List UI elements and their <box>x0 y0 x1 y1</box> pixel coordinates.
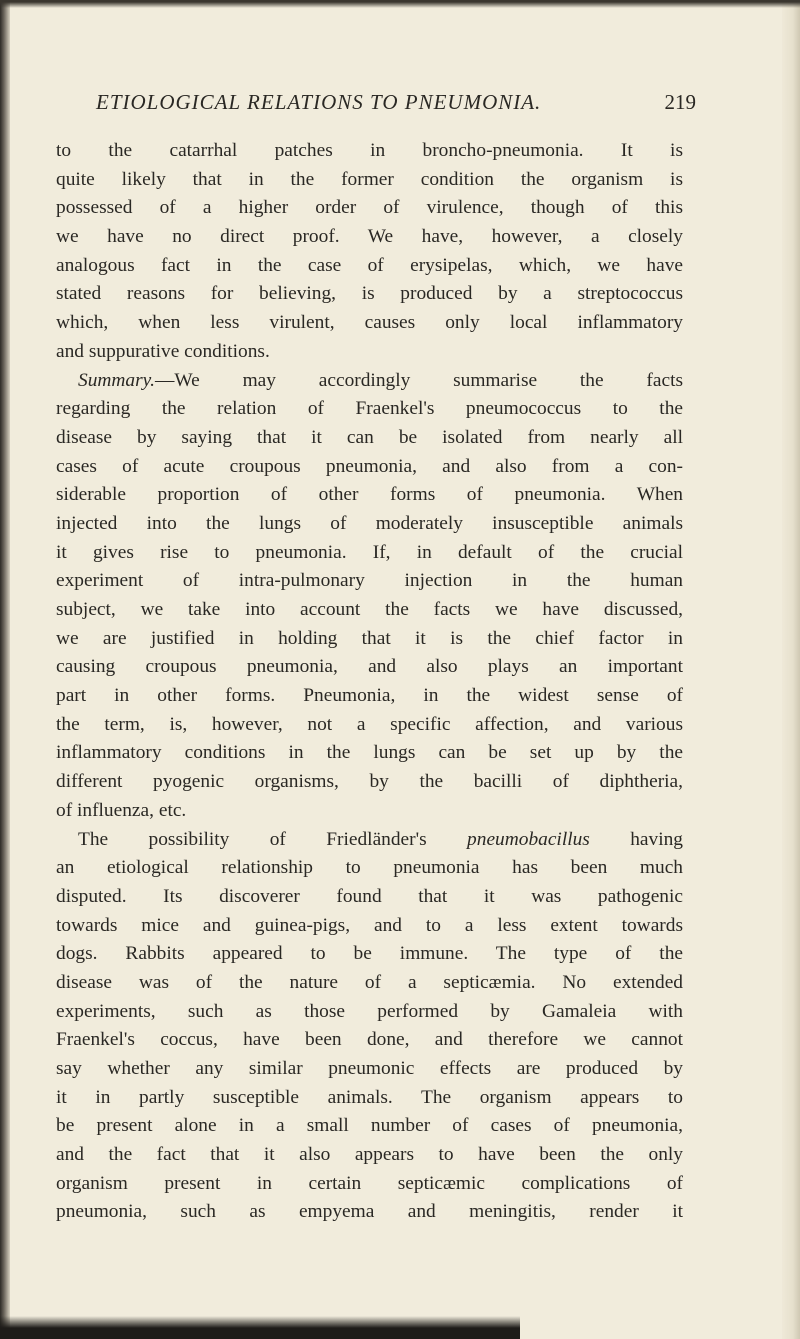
text-line: an etiological relationship to pneumonia has been much <box>56 857 683 879</box>
running-title: ETIOLOGICAL RELATIONS TO PNEUMONIA. <box>96 90 542 114</box>
text-line: we have no direct proof. We have, however, a closely <box>56 226 683 248</box>
text-line: to the catarrhal patches in broncho-pneumonia. It is <box>56 140 683 161</box>
friedlander-first-line <box>56 826 683 855</box>
running-header <box>96 90 696 120</box>
text-line: the term, is, however, not a specific affection, and various <box>56 713 683 735</box>
first-line-start: The possibility of Friedländer's <box>78 828 468 850</box>
text-line: different pyogenic organisms, by the bacilli of diphtheria, <box>56 771 683 793</box>
top-edge-shadow <box>0 0 800 8</box>
text-line: and the fact that it also appears to have been the only <box>56 1144 683 1166</box>
text-line: subject, we take into account the facts we have discussed, <box>56 599 683 620</box>
text-line: pneumonia, such as empyema and meningitis, render it <box>56 1201 683 1223</box>
text-line: experiment of intra-pulmonary injection in the human <box>56 570 683 592</box>
summary-first-line <box>56 367 683 396</box>
text-line: organism present in certain septicæmic complications of <box>56 1172 683 1194</box>
text-line: and suppurative conditions. <box>56 340 270 362</box>
text-line: of influenza, etc. <box>56 799 187 821</box>
first-line-end: having <box>589 828 683 850</box>
text-line: disputed. Its discoverer found that it was pathogenic <box>56 885 683 907</box>
paragraph-1 <box>56 137 683 367</box>
text-line: possessed of a higher order of virulence, though of this <box>56 197 683 219</box>
pneumobacillus-term: pneumobacillus <box>467 828 590 850</box>
text-line: regarding the relation of Fraenkel's pneumococcus to the <box>56 398 683 420</box>
text-line: causing croupous pneumonia, and also plays an important <box>56 656 683 678</box>
text-line: stated reasons for believing, is produced by a streptococcus <box>56 283 683 305</box>
bottom-edge-shadow <box>0 1316 520 1339</box>
text-line: analogous fact in the case of erysipelas, which, we have <box>56 254 683 276</box>
text-line: siderable proportion of other forms of pneumonia. When <box>56 484 683 506</box>
text-line: cases of acute croupous pneumonia, and also from a con- <box>56 455 683 477</box>
text-line: which, when less virulent, causes only local inflammatory <box>56 312 683 334</box>
page-edge <box>782 0 800 1339</box>
text-line: say whether any similar pneumonic effects are produced by <box>56 1058 683 1079</box>
text-line: quite likely that in the former condition the organism is <box>56 168 683 190</box>
text-line: experiments, such as those performed by Gamaleia with <box>56 1000 683 1022</box>
text-line: disease was of the nature of a septicæmia. No extended <box>56 971 683 993</box>
summary-heading: Summary. <box>78 369 156 391</box>
text-line: it gives rise to pneumonia. If, in default of the crucial <box>56 541 683 563</box>
text-line: be present alone in a small number of cases of pneumonia, <box>56 1115 683 1137</box>
paragraph-3 <box>56 826 683 1228</box>
text-line: we are justified in holding that it is the chief factor in <box>56 627 683 649</box>
binding-shadow <box>0 0 10 1339</box>
text-line: inflammatory conditions in the lungs can be set up by the <box>56 742 683 764</box>
text-line: dogs. Rabbits appeared to be immune. The type of the <box>56 943 683 965</box>
summary-first-line-text: —We may accordingly summarise the facts <box>155 369 683 391</box>
text-line: disease by saying that it can be isolated from nearly all <box>56 426 683 448</box>
paragraph-2 <box>56 367 683 826</box>
text-line: part in other forms. Pneumonia, in the widest sense of <box>56 685 683 707</box>
text-line: it in partly susceptible animals. The organism appears to <box>56 1086 683 1108</box>
text-line: towards mice and guinea-pigs, and to a less extent towards <box>56 914 683 936</box>
text-line: injected into the lungs of moderately insusceptible animals <box>56 512 683 534</box>
page-number: 219 <box>664 90 696 114</box>
body-text <box>56 137 683 1227</box>
text-line: Fraenkel's coccus, have been done, and therefore we cannot <box>56 1029 683 1051</box>
